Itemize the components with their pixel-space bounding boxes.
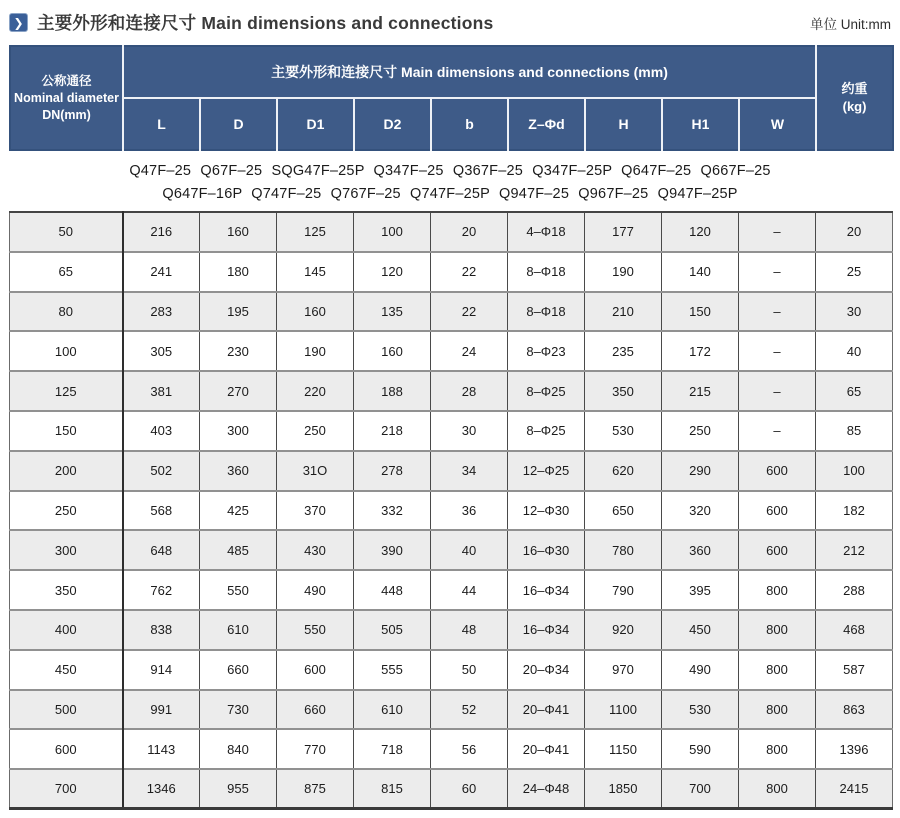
value-cell: 800 <box>739 610 816 650</box>
nominal-header-line-zh: 公称通径 <box>41 73 92 88</box>
weight-header-line-unit: (kg) <box>842 99 867 114</box>
value-cell: 920 <box>585 610 662 650</box>
value-cell: 52 <box>431 690 508 730</box>
value-cell: 955 <box>200 769 277 809</box>
dn-cell: 400 <box>54 622 77 638</box>
column-header-b: b <box>431 98 508 150</box>
value-cell: 875 <box>277 769 354 809</box>
dn-cell: 300 <box>54 542 77 558</box>
value-cell: 212 <box>816 530 893 570</box>
value-cell: 60 <box>431 769 508 809</box>
value-cell: 100 <box>354 212 431 252</box>
value-cell: 450 <box>662 610 739 650</box>
value-cell: 44 <box>431 570 508 610</box>
value-cell: 100 <box>816 451 893 491</box>
value-cell: 177 <box>585 212 662 252</box>
value-cell: 218 <box>354 411 431 451</box>
value-cell: 970 <box>585 650 662 690</box>
model-line-2: Q647F–16P Q747F–25 Q767F–25 Q747F–25P Q947F–25 Q967F–25 Q947F–25P <box>162 186 738 202</box>
value-cell: 288 <box>816 570 893 610</box>
value-cell: 800 <box>739 690 816 730</box>
value-cell: 505 <box>354 610 431 650</box>
table-row <box>10 212 893 252</box>
value-cell: 16–Φ34 <box>508 570 585 610</box>
value-cell: 188 <box>354 371 431 411</box>
unit-label: 单位 Unit:mm <box>810 16 891 32</box>
value-cell: 610 <box>354 690 431 730</box>
value-cell: 40 <box>431 530 508 570</box>
value-cell: 180 <box>200 252 277 292</box>
value-cell: 34 <box>431 451 508 491</box>
value-cell: 800 <box>739 570 816 610</box>
dn-cell: 250 <box>54 502 77 518</box>
value-cell: 863 <box>816 690 893 730</box>
value-cell: – <box>739 292 816 332</box>
value-cell: 12–Φ30 <box>508 491 585 531</box>
value-cell: 1143 <box>123 729 200 769</box>
value-cell: 350 <box>585 371 662 411</box>
value-cell: – <box>739 371 816 411</box>
value-cell: 381 <box>123 371 200 411</box>
value-cell: 30 <box>431 411 508 451</box>
dimensions-group-header: 主要外形和连接尺寸 Main dimensions and connections (mm) <box>123 46 816 98</box>
value-cell: 220 <box>277 371 354 411</box>
table-row <box>10 610 893 650</box>
nominal-header-line-dn: DN(mm) <box>42 107 91 122</box>
value-cell: 815 <box>354 769 431 809</box>
value-cell: 600 <box>739 530 816 570</box>
column-header-D: D <box>200 98 277 150</box>
value-cell: 600 <box>739 491 816 531</box>
value-cell: 332 <box>354 491 431 531</box>
value-cell: 395 <box>662 570 739 610</box>
value-cell: 120 <box>662 212 739 252</box>
value-cell: 28 <box>431 371 508 411</box>
value-cell: 270 <box>200 371 277 411</box>
dn-cell: 65 <box>58 264 73 280</box>
value-cell: 300 <box>200 411 277 451</box>
value-cell: 305 <box>123 331 200 371</box>
dn-cell: 200 <box>54 463 77 479</box>
table-row <box>10 451 893 491</box>
value-cell: 20 <box>816 212 893 252</box>
value-cell: 195 <box>200 292 277 332</box>
value-cell: 4–Φ18 <box>508 212 585 252</box>
value-cell: 182 <box>816 491 893 531</box>
value-cell: 448 <box>354 570 431 610</box>
value-cell: 840 <box>200 729 277 769</box>
table-row <box>10 331 893 371</box>
value-cell: 241 <box>123 252 200 292</box>
value-cell: 1150 <box>585 729 662 769</box>
dn-cell: 150 <box>54 423 77 439</box>
value-cell: 12–Φ25 <box>508 451 585 491</box>
value-cell: – <box>739 252 816 292</box>
dn-cell: 600 <box>54 741 77 757</box>
value-cell: 600 <box>277 650 354 690</box>
value-cell: 24–Φ48 <box>508 769 585 809</box>
sub-header-row <box>10 98 893 150</box>
model-line-1: Q47F–25 Q67F–25 SQG47F–25P Q347F–25 Q367F–25 Q347F–25P Q647F–25 Q667F–25 <box>129 163 771 179</box>
value-cell: 550 <box>200 570 277 610</box>
value-cell: 762 <box>123 570 200 610</box>
value-cell: 430 <box>277 530 354 570</box>
value-cell: 120 <box>354 252 431 292</box>
value-cell: 283 <box>123 292 200 332</box>
value-cell: 425 <box>200 491 277 531</box>
value-cell: 555 <box>354 650 431 690</box>
dn-cell: 80 <box>58 303 73 319</box>
value-cell: 914 <box>123 650 200 690</box>
value-cell: 800 <box>739 769 816 809</box>
value-cell: 22 <box>431 292 508 332</box>
value-cell: 85 <box>816 411 893 451</box>
value-cell: 530 <box>662 690 739 730</box>
dn-cell: 100 <box>54 343 77 359</box>
value-cell: 190 <box>585 252 662 292</box>
value-cell: 230 <box>200 331 277 371</box>
value-cell: 250 <box>662 411 739 451</box>
value-cell: 390 <box>354 530 431 570</box>
value-cell: 485 <box>200 530 277 570</box>
value-cell: 25 <box>816 252 893 292</box>
value-cell: 190 <box>277 331 354 371</box>
value-cell: 1396 <box>816 729 893 769</box>
column-header-H: H <box>585 98 662 150</box>
table-row <box>10 530 893 570</box>
valve-models-block <box>9 151 891 211</box>
value-cell: 160 <box>354 331 431 371</box>
dimensions-table-header <box>9 45 894 151</box>
table-row <box>10 491 893 531</box>
value-cell: 8–Φ18 <box>508 252 585 292</box>
column-header-Zd: Z–Φd <box>508 98 585 150</box>
table-row <box>10 570 893 610</box>
value-cell: 660 <box>277 690 354 730</box>
value-cell: – <box>739 331 816 371</box>
value-cell: 145 <box>277 252 354 292</box>
value-cell: 16–Φ34 <box>508 610 585 650</box>
value-cell: 370 <box>277 491 354 531</box>
value-cell: 502 <box>123 451 200 491</box>
column-header-H1: H1 <box>662 98 739 150</box>
value-cell: 780 <box>585 530 662 570</box>
value-cell: 48 <box>431 610 508 650</box>
value-cell: 210 <box>585 292 662 332</box>
value-cell: 8–Φ25 <box>508 371 585 411</box>
column-header-W: W <box>739 98 816 150</box>
value-cell: 660 <box>200 650 277 690</box>
value-cell: 650 <box>585 491 662 531</box>
value-cell: 50 <box>431 650 508 690</box>
title-bar <box>9 0 891 45</box>
value-cell: 8–Φ25 <box>508 411 585 451</box>
value-cell: 800 <box>739 729 816 769</box>
value-cell: 8–Φ23 <box>508 331 585 371</box>
value-cell: 20–Φ41 <box>508 690 585 730</box>
value-cell: 20–Φ41 <box>508 729 585 769</box>
value-cell: 24 <box>431 331 508 371</box>
table-row <box>10 252 893 292</box>
value-cell: 20 <box>431 212 508 252</box>
value-cell: 790 <box>585 570 662 610</box>
value-cell: 320 <box>662 491 739 531</box>
value-cell: 568 <box>123 491 200 531</box>
value-cell: 215 <box>662 371 739 411</box>
value-cell: 490 <box>662 650 739 690</box>
dn-cell: 125 <box>54 383 77 399</box>
value-cell: 2415 <box>816 769 893 809</box>
nominal-diameter-header <box>10 46 123 150</box>
value-cell: 8–Φ18 <box>508 292 585 332</box>
value-cell: 160 <box>200 212 277 252</box>
value-cell: 278 <box>354 451 431 491</box>
value-cell: 530 <box>585 411 662 451</box>
table-row <box>10 650 893 690</box>
value-cell: 590 <box>662 729 739 769</box>
value-cell: 22 <box>431 252 508 292</box>
dn-cell: 700 <box>54 781 77 797</box>
value-cell: 31O <box>277 451 354 491</box>
value-cell: 140 <box>662 252 739 292</box>
value-cell: 172 <box>662 331 739 371</box>
value-cell: 65 <box>816 371 893 411</box>
value-cell: 718 <box>354 729 431 769</box>
value-cell: 56 <box>431 729 508 769</box>
value-cell: 16–Φ30 <box>508 530 585 570</box>
value-cell: 160 <box>277 292 354 332</box>
value-cell: 1346 <box>123 769 200 809</box>
dn-cell: 350 <box>54 582 77 598</box>
value-cell: 1850 <box>585 769 662 809</box>
value-cell: 20–Φ34 <box>508 650 585 690</box>
value-cell: 991 <box>123 690 200 730</box>
table-row <box>10 411 893 451</box>
value-cell: 40 <box>816 331 893 371</box>
weight-header <box>816 46 893 150</box>
value-cell: – <box>739 212 816 252</box>
column-header-L: L <box>123 98 200 150</box>
value-cell: – <box>739 411 816 451</box>
column-header-D1: D1 <box>277 98 354 150</box>
value-cell: 620 <box>585 451 662 491</box>
value-cell: 550 <box>277 610 354 650</box>
column-header-D2: D2 <box>354 98 431 150</box>
value-cell: 610 <box>200 610 277 650</box>
value-cell: 490 <box>277 570 354 610</box>
dn-cell: 50 <box>58 224 73 240</box>
value-cell: 150 <box>662 292 739 332</box>
dn-cell: 500 <box>54 701 77 717</box>
value-cell: 600 <box>739 451 816 491</box>
value-cell: 648 <box>123 530 200 570</box>
dn-cell: 450 <box>54 662 77 678</box>
value-cell: 360 <box>200 451 277 491</box>
value-cell: 360 <box>662 530 739 570</box>
table-row <box>10 371 893 411</box>
table-body-rows <box>10 212 893 809</box>
table-row <box>10 292 893 332</box>
value-cell: 216 <box>123 212 200 252</box>
value-cell: 700 <box>662 769 739 809</box>
weight-header-line-zh: 约重 <box>841 81 868 96</box>
table-row <box>10 769 893 809</box>
table-row <box>10 729 893 769</box>
value-cell: 290 <box>662 451 739 491</box>
value-cell: 30 <box>816 292 893 332</box>
value-cell: 587 <box>816 650 893 690</box>
value-cell: 800 <box>739 650 816 690</box>
value-cell: 235 <box>585 331 662 371</box>
title-left <box>9 10 493 35</box>
value-cell: 730 <box>200 690 277 730</box>
value-cell: 135 <box>354 292 431 332</box>
value-cell: 468 <box>816 610 893 650</box>
nominal-header-line-en: Nominal diameter <box>14 90 119 105</box>
value-cell: 770 <box>277 729 354 769</box>
page-title: 主要外形和连接尺寸 Main dimensions and connections <box>37 13 494 33</box>
value-cell: 36 <box>431 491 508 531</box>
section-marker-icon: ❯ <box>9 13 28 32</box>
value-cell: 250 <box>277 411 354 451</box>
table-row <box>10 690 893 730</box>
dimensions-table-body <box>9 211 893 810</box>
value-cell: 838 <box>123 610 200 650</box>
value-cell: 1100 <box>585 690 662 730</box>
value-cell: 403 <box>123 411 200 451</box>
value-cell: 125 <box>277 212 354 252</box>
